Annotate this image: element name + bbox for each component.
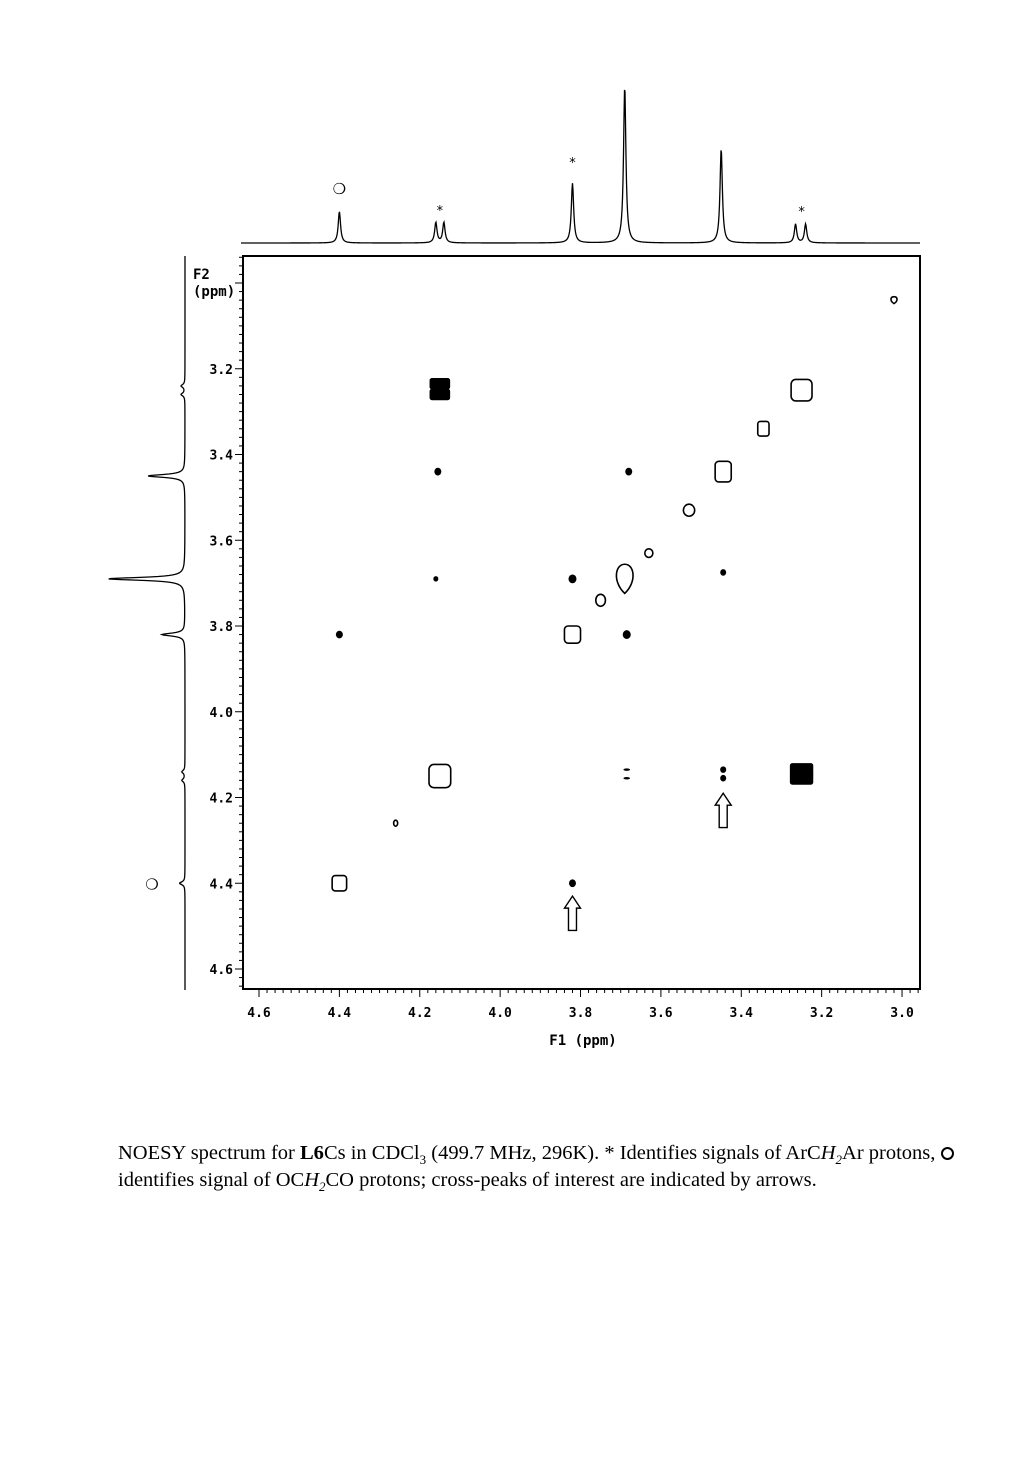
caption-compound: L6: [300, 1142, 324, 1164]
cross-peak: [720, 766, 726, 773]
cross-peak: [623, 768, 630, 771]
cross-peak: [430, 389, 450, 400]
caption-sub-3: 3: [419, 1152, 427, 1168]
diagonal-peak: [394, 820, 398, 826]
cross-peak: [790, 772, 812, 784]
cross-peak: [430, 379, 450, 390]
caption-text-8: Ar protons,: [842, 1142, 941, 1164]
caption-text-9: identifies signal of OC: [118, 1169, 305, 1191]
caption-text-12: CO protons; cross-peaks of interest are indicated by arrows.: [325, 1169, 817, 1191]
arrow-up-icon: [715, 793, 731, 827]
x-tick-label: 3.8: [568, 1006, 593, 1021]
x-tick-label: 4.6: [247, 1006, 271, 1021]
cross-peak: [434, 468, 441, 476]
cross-peak: [720, 569, 726, 576]
y-tick-label: 4.0: [209, 705, 233, 721]
x-tick-label: 3.2: [809, 1006, 834, 1021]
diagonal-peak: [332, 876, 346, 891]
y-tick-label: 3.4: [209, 448, 233, 464]
cross-peak: [568, 574, 576, 583]
x-tick-label: 4.4: [327, 1006, 352, 1021]
y-tick-label: 3.2: [209, 362, 233, 378]
diagonal-peak: [891, 297, 897, 304]
diagonal-peak: [429, 764, 451, 787]
y-axis-label-line2: (ppm): [193, 284, 236, 300]
caption-h-1: H: [820, 1142, 836, 1164]
caption-text-1: NOESY spectrum for: [118, 1142, 300, 1164]
asterisk-marker: *: [436, 204, 444, 219]
cross-peak: [336, 631, 343, 639]
asterisk-marker: *: [569, 156, 576, 171]
caption-text-3: Cs in CDCl: [323, 1142, 420, 1164]
cross-peak: [720, 775, 726, 782]
circle-marker: ❍: [332, 180, 347, 198]
top-spectrum-trace: [241, 90, 920, 243]
y-tick-label: 4.4: [209, 877, 233, 893]
figure-caption: [118, 1140, 958, 1194]
cross-peak: [625, 468, 632, 476]
caption-h-2: H: [304, 1169, 319, 1191]
axis-labels: [193, 267, 617, 1049]
caption-text-5: (499.7 MHz, 296K). * Identifies signals of ArC: [426, 1142, 821, 1164]
cross-peak: [623, 777, 630, 780]
circle-marker: ❍: [145, 875, 159, 894]
top-1d-spectrum: [241, 90, 920, 243]
x-axis-label: F1 (ppm): [549, 1033, 617, 1049]
diagonal-peak: [645, 549, 653, 558]
x-tick-label: 3.0: [890, 1006, 914, 1021]
plot-frame: [243, 256, 920, 989]
y-axis-label-line1: F2: [193, 267, 210, 283]
diagonal-peak: [683, 504, 694, 516]
x-tick-label: 4.0: [488, 1006, 512, 1021]
open-circle-icon: [941, 1147, 954, 1160]
cross-peak: [623, 630, 631, 639]
x-tick-label: 4.2: [408, 1006, 432, 1021]
asterisk-marker: *: [798, 205, 805, 220]
cross-peak: [569, 879, 576, 887]
diagonal-peak: [758, 421, 769, 436]
cross-peak: [433, 576, 438, 582]
x-tick-label: 3.6: [649, 1006, 673, 1021]
caption-sub-2a: 2: [835, 1152, 843, 1168]
y-tick-label: 3.8: [209, 620, 233, 635]
diagonal-peak: [791, 379, 812, 400]
y-tick-label: 3.6: [209, 534, 233, 550]
left-1d-spectrum: [109, 256, 185, 990]
y-tick-label: 4.2: [209, 791, 233, 807]
diagonal-peak: [715, 461, 731, 482]
diagonal-peak: [564, 626, 580, 643]
caption-sub-2b: 2: [319, 1179, 326, 1195]
diagonal-peak: [616, 564, 633, 593]
contour-peaks: [332, 297, 897, 931]
diagonal-peak: [596, 594, 606, 606]
y-tick-label: 4.6: [209, 963, 233, 978]
arrow-up-icon: [564, 896, 580, 930]
x-tick-label: 3.4: [729, 1006, 754, 1021]
